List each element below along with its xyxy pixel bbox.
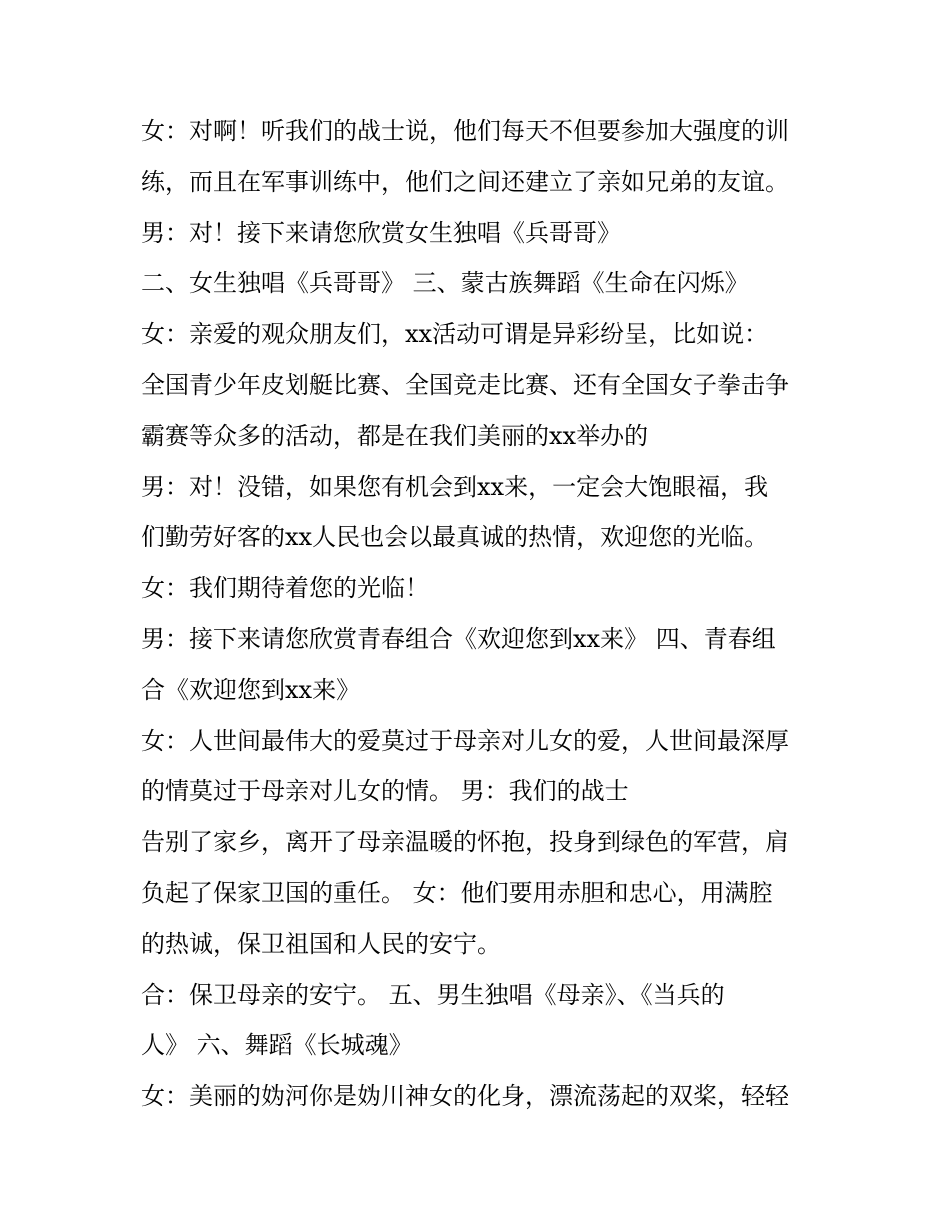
text-line: 二、女生独唱《兵哥哥》 三、蒙古族舞蹈《生命在闪烁》 bbox=[141, 269, 749, 298]
text-line: 全国青少年皮划艇比赛、全国竞走比赛、还有全国女子拳击争 bbox=[141, 370, 789, 399]
text-line: 练，而且在军事训练中，他们之间还建立了亲如兄弟的友谊。 bbox=[141, 167, 789, 196]
text-line: 霸赛等众多的活动，都是在我们美丽的xx举办的 bbox=[141, 421, 649, 450]
text-line: 告别了家乡，离开了母亲温暖的怀抱，投身到绿色的军营，肩 bbox=[141, 828, 789, 857]
text-line: 女：美丽的妫河你是妫川神女的化身，漂流荡起的双桨，轻轻 bbox=[141, 1082, 789, 1111]
text-line: 负起了保家卫国的重任。 女：他们要用赤胆和忠心，用满腔 bbox=[141, 878, 773, 907]
text-line: 女：对啊！听我们的战士说，他们每天不但要参加大强度的训 bbox=[141, 117, 789, 145]
text-line: 的热诚，保卫祖国和人民的安宁。 bbox=[141, 929, 501, 958]
text-line: 女：亲爱的观众朋友们，xx活动可谓是异彩纷呈，比如说： bbox=[141, 320, 769, 349]
document-body bbox=[141, 106, 831, 1122]
text-line: 的情莫过于母亲对儿女的情。 男：我们的战士 bbox=[141, 777, 629, 806]
text-line: 合：保卫母亲的安宁。 五、男生独唱《母亲》、《当兵的 bbox=[141, 980, 725, 1009]
text-line: 女：人世间最伟大的爱莫过于母亲对儿女的爱，人世间最深厚 bbox=[141, 726, 789, 755]
text-line: 男：接下来请您欣赏青春组合《欢迎您到xx来》 四、青春组 bbox=[141, 624, 776, 653]
text-line: 女：我们期待着您的光临！ bbox=[141, 574, 429, 603]
text-line: 人》 六、舞蹈《长城魂》 bbox=[141, 1031, 413, 1060]
text-line: 们勤劳好客的xx人民也会以最真诚的热情，欢迎您的光临。 bbox=[141, 523, 769, 552]
text-line: 合《欢迎您到xx来》 bbox=[141, 675, 361, 704]
text-line: 男：对！没错，如果您有机会到xx来，一定会大饱眼福，我 bbox=[141, 472, 769, 501]
text-line: 男：对！接下来请您欣赏女生独唱《兵哥哥》 bbox=[141, 218, 621, 247]
